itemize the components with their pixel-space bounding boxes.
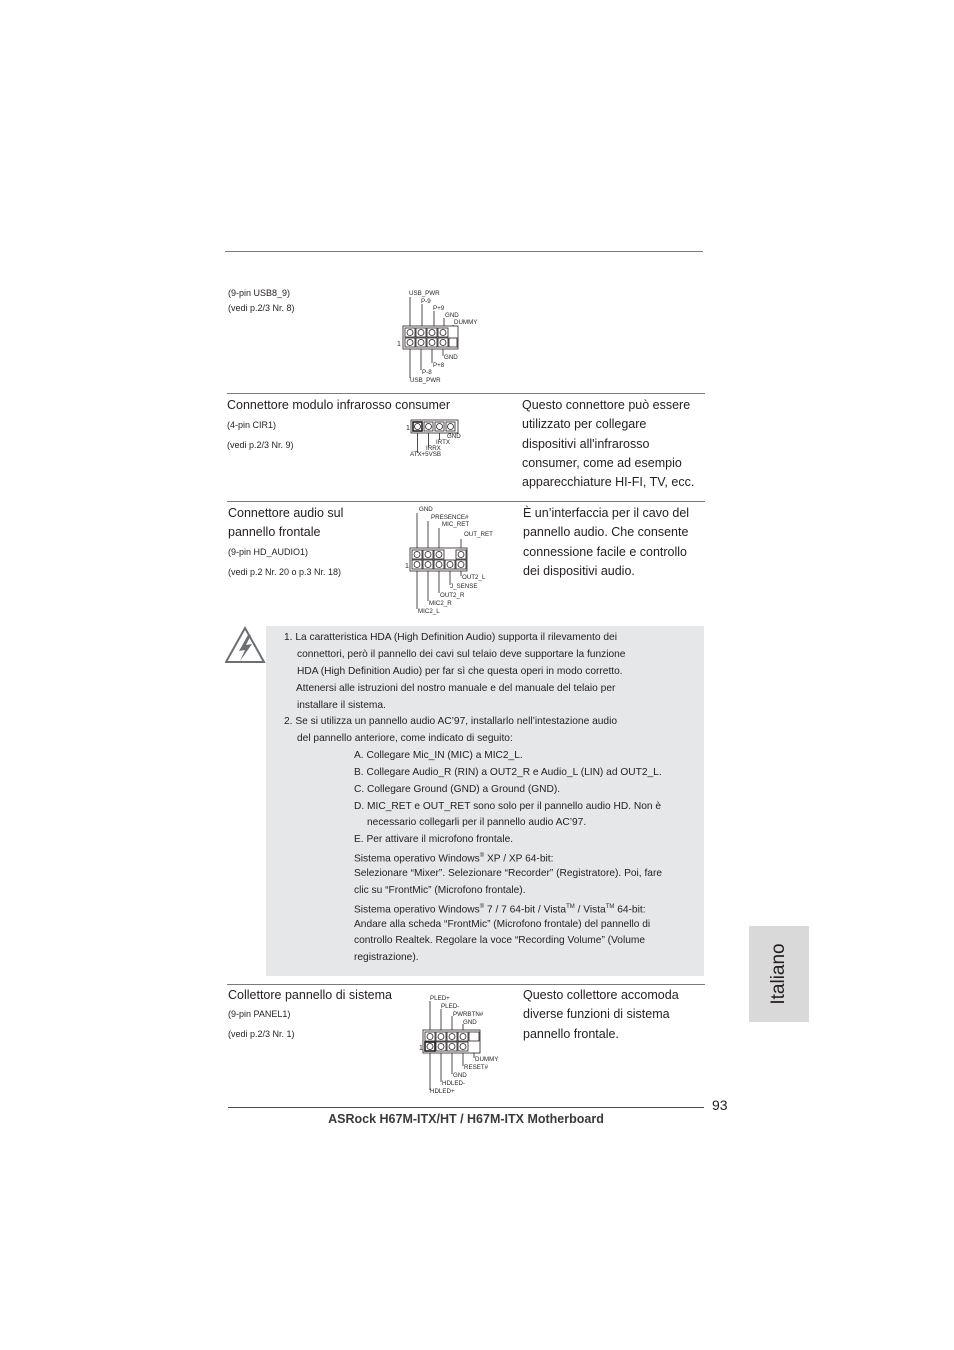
cir-desc-line: consumer, come ad esempio	[522, 455, 682, 470]
usb-label: (9-pin USB8_9)	[228, 288, 291, 298]
panel-desc-line: Questo collettore accomoda	[523, 988, 679, 1002]
caution-icon	[225, 625, 267, 665]
audio-title-line1: Connettore audio sul	[228, 506, 344, 520]
note-text: necessario collegarli per il pannello audio AC’97.	[367, 817, 587, 828]
usb-pin-label: USB_PWR	[409, 290, 440, 297]
note-text: E. Per attivare il microfono frontale.	[354, 834, 514, 845]
section-divider	[227, 393, 705, 394]
cir-pin-label: GND	[447, 433, 461, 440]
panel-description	[523, 986, 679, 1044]
usb-pin-label: P-8	[422, 369, 432, 376]
panel-pin-label: GND	[453, 1072, 467, 1079]
note-text: A. Collegare Mic_IN (MIC) a MIC2_L.	[354, 750, 523, 761]
audio-pin-label: OUT_RET	[464, 531, 493, 538]
usb-connector-diagram	[395, 286, 505, 386]
audio-ref: (vedi p.2 Nr. 20 o p.3 Nr. 18)	[228, 567, 342, 577]
usb-pin-label: GND	[444, 354, 458, 361]
footer-rule	[228, 1107, 704, 1108]
language-tab	[749, 926, 809, 1022]
note-text: B. Collegare Audio_R (RIN) a OUT2_R e Audio_L (LIN) ad OUT2_L.	[354, 767, 662, 778]
panel-pin-label: PLED+	[430, 995, 450, 1002]
note-text: registrazione).	[354, 952, 419, 963]
panel-pin-label: PWRBTN#	[453, 1011, 484, 1018]
cir-connector-diagram	[405, 418, 475, 462]
panel-pin-label: DUMMY	[475, 1056, 499, 1063]
audio-pin-label: MIC2_L	[418, 608, 440, 615]
note-text: Sistema operativo Windows® XP / XP 64-bit:	[354, 853, 554, 865]
audio-description	[523, 504, 689, 581]
usb-ref: (vedi p.2/3 Nr. 8)	[228, 303, 295, 313]
note-text: 2. Se si utilizza un pannello audio AC’97, installarlo nell’intestazione audio	[284, 716, 618, 727]
cir-title: Connettore modulo infrarosso consumer	[227, 398, 451, 412]
footer-title: ASRock H67M-ITX/HT / H67M-ITX Motherboard	[328, 1112, 604, 1126]
svg-text:1: 1	[405, 563, 409, 570]
note-text: Attenersi alle istruzioni del nostro manuale e del manuale del telaio per	[296, 683, 616, 694]
note-text: HDA (High Definition Audio) per far sì che questa operi in modo corretto.	[297, 666, 623, 677]
panel-desc-line: diverse funzioni di sistema	[523, 1007, 670, 1022]
audio-connector-diagram	[404, 505, 504, 620]
section-divider	[227, 501, 705, 502]
usb-header-icon	[395, 286, 505, 386]
usb-pin-label: P+9	[433, 305, 445, 312]
audio-desc-line: connessione facile e controllo	[523, 544, 687, 559]
panel-pin-label: HDLED-	[442, 1080, 466, 1087]
cir-desc-line: dispositivi all'infrarosso	[522, 436, 650, 451]
panel-title: Collettore pannello di sistema	[228, 988, 392, 1002]
note-text: del pannello anteriore, come indicato di seguito:	[297, 733, 513, 744]
audio-desc-line: pannello audio. Che consente	[523, 525, 689, 540]
usb-pin-label: DUMMY	[454, 319, 478, 326]
page-number: 93	[712, 1097, 728, 1113]
note-text: Selezionare “Mixer”. Selezionare “Recorder” (Registratore). Poi, fare	[354, 868, 663, 879]
note-box	[266, 626, 704, 976]
language-tab-label: Italiano	[768, 943, 789, 1005]
audio-label: (9-pin HD_AUDIO1)	[228, 547, 309, 557]
top-rule	[225, 251, 703, 252]
panel-desc-line: pannello frontale.	[523, 1026, 619, 1041]
cir-desc-line: Questo connettore può essere	[522, 398, 691, 412]
cir-desc-line: apparecchiature HI-FI, TV, ecc.	[522, 475, 695, 490]
cir-label: (4-pin CIR1)	[227, 420, 277, 430]
panel-label: (9-pin PANEL1)	[228, 1009, 291, 1019]
panel-pin-label: RESET#	[464, 1064, 489, 1071]
note-text: connettori, però il pannello dei cavi sul telaio deve supportare la funzione	[297, 649, 626, 660]
usb-pin-label: GND	[445, 312, 459, 319]
cir-ref: (vedi p.2/3 Nr. 9)	[227, 440, 294, 450]
cir-pin-label: IRTX	[436, 439, 450, 446]
cir-description	[522, 396, 694, 492]
audio-desc-line: dei dispositivi audio.	[523, 563, 635, 578]
audio-title-line2: pannello frontale	[228, 525, 321, 539]
audio-pin-label: GND	[419, 506, 433, 513]
svg-text:1: 1	[419, 1045, 423, 1052]
note-text: D. MIC_RET e OUT_RET sono solo per il pannello audio HD. Non è	[354, 801, 662, 812]
audio-pin-label: PRESENCE#	[431, 514, 469, 521]
panel-pin-label: HDLED+	[430, 1088, 455, 1095]
note-text: controllo Realtek. Regolare la voce “Recording Volume” (Volume	[354, 935, 646, 946]
audio-pin-label: OUT2_R	[440, 592, 465, 599]
usb-pin-label: P+8	[433, 362, 445, 369]
usb-pin-label: USB_PWR	[410, 377, 441, 384]
audio-header-icon	[404, 505, 504, 620]
note-text: Sistema operativo Windows® 7 / 7 64-bit / Vista™ / Vista™ 64-bit:	[354, 904, 646, 916]
audio-pin-label: MIC2_R	[429, 600, 452, 607]
panel-ref: (vedi p.2/3 Nr. 1)	[228, 1029, 295, 1039]
panel-pin-label: PLED-	[441, 1003, 460, 1010]
svg-text:1: 1	[397, 341, 401, 348]
panel-pin-label: GND	[463, 1019, 477, 1026]
usb-pin-label: P-9	[421, 298, 431, 305]
audio-pin-label: MIC_RET	[442, 521, 470, 528]
section-divider	[227, 984, 705, 985]
note-text: 1. La caratteristica HDA (High Definition Audio) supporta il rilevamento dei	[284, 632, 617, 643]
note-text: clic su “FrontMic” (Microfono frontale).	[354, 885, 526, 896]
audio-pin-label: OUT2_L	[462, 574, 486, 581]
cir-pin-label: IRRX	[426, 445, 441, 452]
panel-connector-diagram	[419, 992, 509, 1097]
audio-pin-label: J_SENSE	[450, 583, 478, 590]
svg-text:1: 1	[406, 425, 410, 432]
cir-pin-label: ATX+5VSB	[410, 451, 442, 458]
note-text: installare il sistema.	[297, 700, 386, 711]
note-text: Andare alla scheda “FrontMic” (Microfono frontale) del pannello di	[354, 919, 651, 930]
note-text: C. Collegare Ground (GND) a Ground (GND).	[354, 784, 561, 795]
cir-desc-line: utilizzato per collegare	[522, 417, 647, 432]
audio-desc-line: È un’interfaccia per il cavo del	[523, 506, 690, 520]
